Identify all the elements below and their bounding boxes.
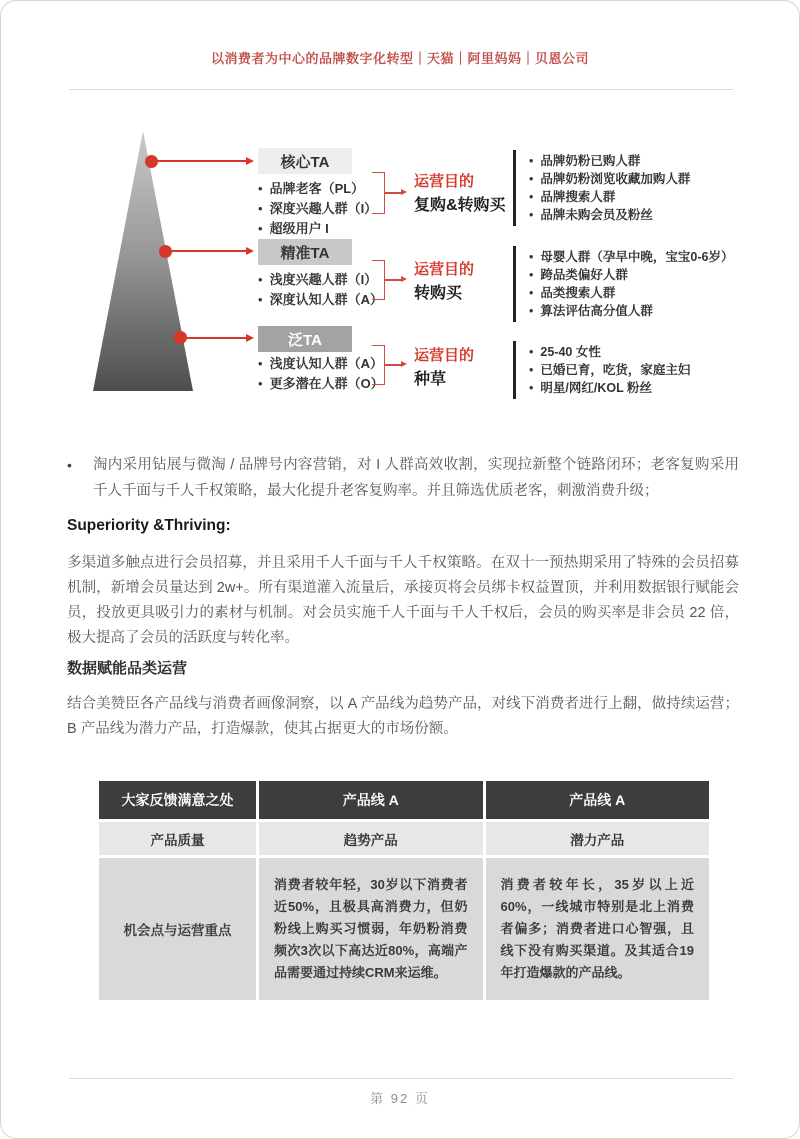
page-header-title: 以消费者为中心的品牌数字化转型｜天猫｜阿里妈妈｜贝恩公司 bbox=[210, 51, 589, 66]
table-header-product-line-a: 产品线 A bbox=[259, 781, 482, 819]
table-cell-product-a-detail: 消费者较年轻，30岁以下消费者近50%，且极具高消费力，但奶粉线上购买习惯弱，年奶粉消费频次3次以下高达近80%，高端产品需要通过持续CRM来运维。 bbox=[259, 858, 482, 1000]
audience-item: • 明星/网红/KOL 粉丝 bbox=[529, 379, 749, 397]
bullet-item: • 深度认知人群（A） bbox=[258, 290, 383, 310]
bullet-item: • 深度兴趣人群（I） bbox=[258, 199, 377, 219]
table-cell-product-b-detail: 消费者较年长，35岁以上近60%，一线城市特别是北上消费者偏多；消费者进口心智强，且线下没有购买渠道。及其适合19年打造爆款的产品线。 bbox=[486, 858, 710, 1000]
bullet-item: • 浅度认知人群（A） bbox=[258, 354, 384, 374]
table-header-feedback: 大家反馈满意之处 bbox=[99, 781, 256, 819]
purpose-bracket bbox=[372, 260, 385, 300]
tier-arrow-core bbox=[157, 160, 247, 162]
data-enablement-heading: 数据赋能品类运营 bbox=[67, 660, 188, 677]
tier-label-core: 核心TA bbox=[258, 148, 352, 174]
purpose-arrow bbox=[385, 364, 402, 366]
audience-item: • 品牌奶粉浏览收藏加购人群 bbox=[529, 170, 749, 188]
tier-label-precise: 精准TA bbox=[258, 239, 352, 265]
purpose-bracket bbox=[372, 172, 385, 214]
purpose-value: 转购买 bbox=[414, 285, 463, 302]
bullet-item: • 更多潜在人群（O） bbox=[258, 374, 384, 394]
bullet-item: • 品牌老客（PL） bbox=[258, 179, 377, 199]
audience-item: • 已婚已育，吃货，家庭主妇 bbox=[529, 361, 749, 379]
table-header-row bbox=[99, 781, 709, 819]
data-enablement-paragraph: 结合美赞臣各产品线与消费者画像洞察，以 A 产品线为趋势产品，对线下消费者进行上翻，做持续运营；B 产品线为潜力产品，打造爆款，使其占据更大的市场份额。 bbox=[67, 696, 739, 737]
insight-bullet-paragraph bbox=[67, 452, 739, 504]
audience-group-broad bbox=[513, 341, 749, 399]
purpose-arrow bbox=[385, 192, 402, 194]
product-line-comparison-table bbox=[96, 778, 712, 1003]
tier-arrow-broad bbox=[186, 337, 247, 339]
audience-item: • 品牌搜索人群 bbox=[529, 188, 749, 206]
audience-group-precise bbox=[513, 246, 749, 322]
page-number: 第 92 页 bbox=[370, 1091, 430, 1106]
audience-pyramid-shape bbox=[93, 131, 193, 391]
footer-divider bbox=[69, 1078, 733, 1079]
tier-arrow-precise bbox=[171, 250, 247, 252]
audience-item: • 品类搜索人群 bbox=[529, 284, 749, 302]
table-cell: 潜力产品 bbox=[486, 822, 710, 855]
audience-group-core bbox=[513, 150, 749, 226]
audience-item: • 品牌未购会员及粉丝 bbox=[529, 206, 749, 224]
purpose-value: 种草 bbox=[414, 371, 447, 388]
table-header-product-line-b: 产品线 A bbox=[486, 781, 710, 819]
purpose-label: 运营目的 bbox=[414, 347, 475, 364]
tier-bullet-list-precise bbox=[258, 270, 383, 310]
insight-paragraph-text: 淘内采用钻展与微淘 / 品牌号内容营销，对 I 人群高效收割，实现拉新整个链路闭环；老客复购采用千人千面与千人千权策略，最大化提升老客复购率。并且筛选优质老客，刺激消费升级； bbox=[93, 457, 739, 499]
tier-bullet-list-broad bbox=[258, 354, 384, 394]
paragraph-bullet-marker: • bbox=[67, 457, 72, 473]
header-divider bbox=[69, 89, 733, 90]
table-cell: 趋势产品 bbox=[259, 822, 482, 855]
purpose-bracket bbox=[372, 345, 385, 385]
table-row-product-quality bbox=[99, 822, 709, 855]
tier-label-broad: 泛TA bbox=[258, 326, 352, 352]
purpose-label: 运营目的 bbox=[414, 261, 475, 278]
audience-item: • 母婴人群（孕早中晚，宝宝0-6岁） bbox=[529, 248, 749, 266]
audience-item: • 跨品类偏好人群 bbox=[529, 266, 749, 284]
bullet-item: • 浅度兴趣人群（I） bbox=[258, 270, 383, 290]
audience-item: • 品牌奶粉已购人群 bbox=[529, 152, 749, 170]
superiority-paragraph: 多渠道多触点进行会员招募，并且采用千人千面与千人千权策略。在双十一预热期采用了特殊的会员招募机制，新增会员量达到 2w+。所有渠道灌入流量后，承接页将会员绑卡权益置顶，并利用数据银行赋能会员，投放更具吸引力的素材与机制。对会员实施千人千面与千人千权后，会员的购买率是非会员 22 倍，极大提高了会员的活跃度与转化率。 bbox=[67, 555, 739, 646]
tier-bullet-list-core bbox=[258, 179, 377, 239]
audience-item: • 算法评估高分值人群 bbox=[529, 302, 749, 320]
table-cell: 产品质量 bbox=[99, 822, 256, 855]
purpose-label: 运营目的 bbox=[414, 173, 475, 190]
purpose-arrow bbox=[385, 279, 402, 281]
audience-item: • 25-40 女性 bbox=[529, 343, 749, 361]
bullet-item: • 超级用户 I bbox=[258, 219, 377, 239]
purpose-value: 复购&转购买 bbox=[414, 197, 506, 214]
superiority-heading: Superiority &Thriving: bbox=[67, 517, 231, 534]
table-row-opportunities bbox=[99, 858, 709, 1000]
table-cell-row-label: 机会点与运营重点 bbox=[99, 858, 256, 1000]
